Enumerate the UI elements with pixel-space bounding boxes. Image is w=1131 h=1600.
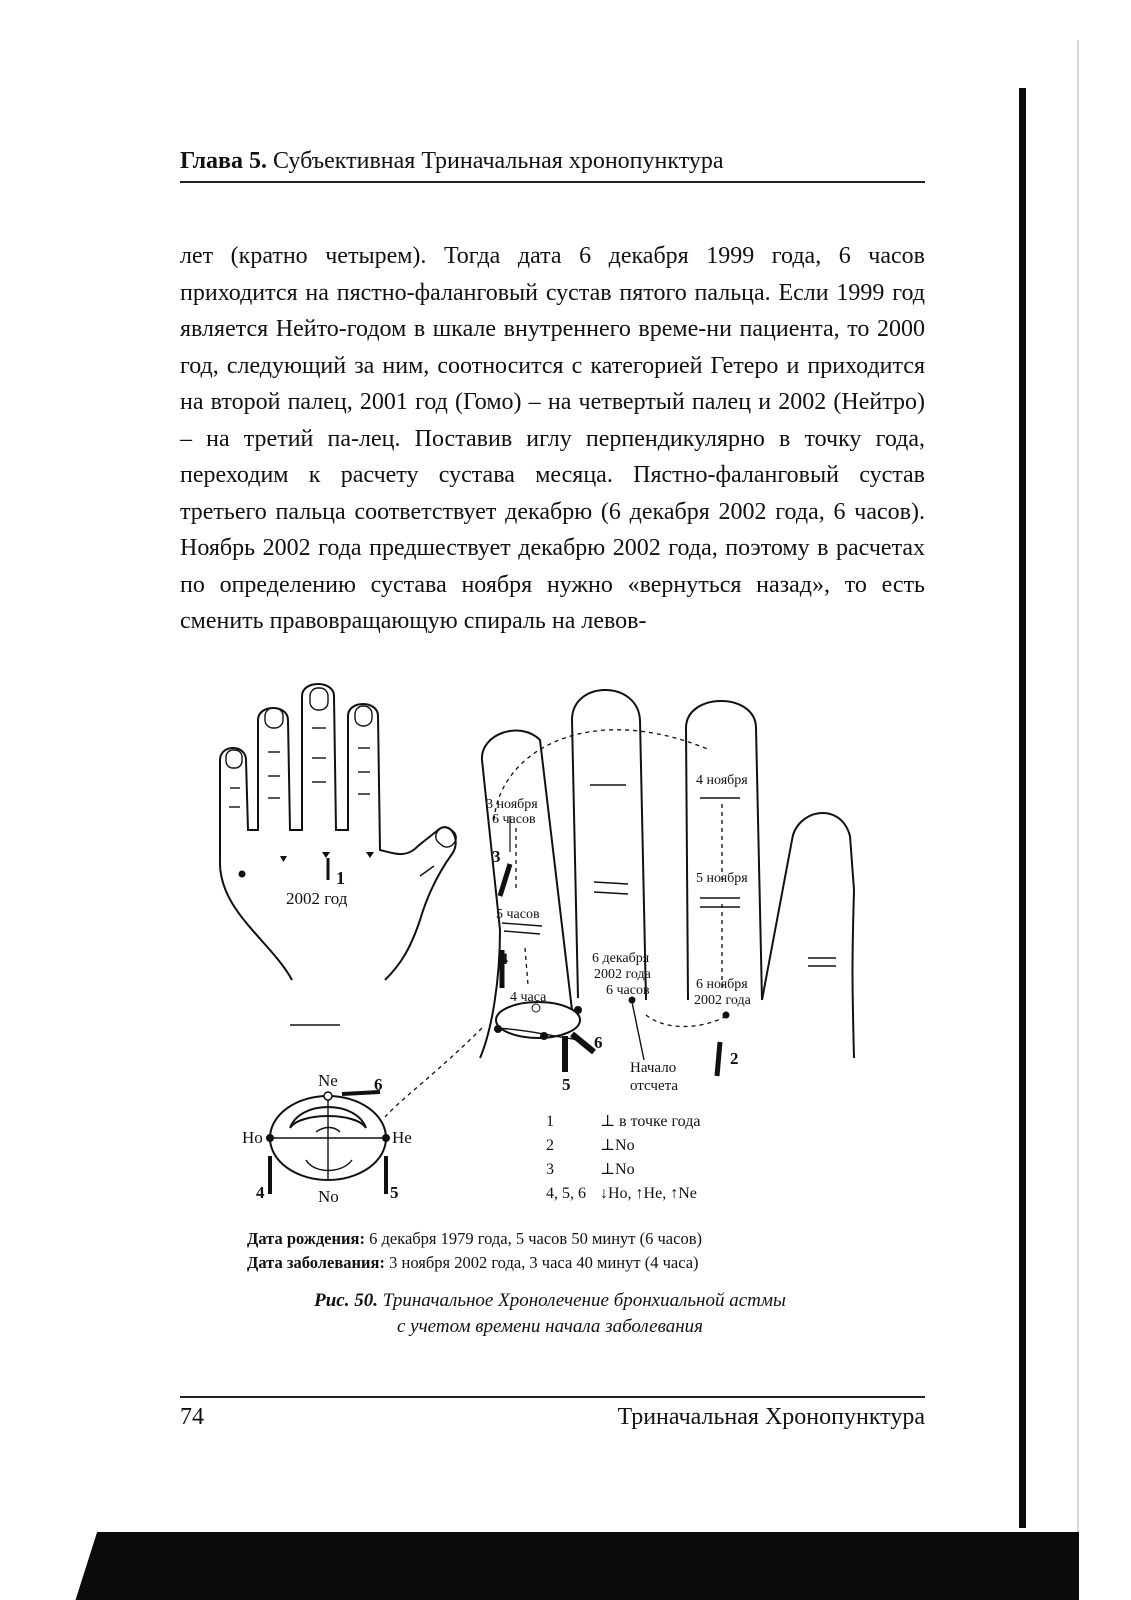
needle-3-number: 3 <box>492 847 501 866</box>
year-needle-number: 1 <box>336 868 345 888</box>
circle-needle-6: 6 <box>374 1075 383 1094</box>
legend-text-4: ↓Ho, ↑He, ↑Ne <box>600 1185 697 1202</box>
needle-2-number: 2 <box>730 1049 739 1068</box>
page-edge-line <box>1077 40 1079 1555</box>
dec6-label-line1: 6 декабря <box>592 951 650 966</box>
birth-date-label: Дата рождения: <box>247 1229 365 1248</box>
dec6-label-line3: 6 часов <box>606 983 650 998</box>
scan-bottom-shadow <box>0 1532 1079 1600</box>
running-header <box>180 146 925 176</box>
scan-margin-bar <box>1019 88 1026 1528</box>
needle-4-number: 4 <box>500 951 508 968</box>
legend-num-3: 3 <box>546 1161 554 1178</box>
illness-date-value: 3 ноября 2002 года, 3 часа 40 минут (4 часа) <box>384 1253 699 1272</box>
needle-5-number: 5 <box>562 1075 571 1094</box>
hours5-label: 5 часов <box>496 907 540 922</box>
left-hand-drawing <box>220 684 460 1025</box>
nov3-label-line1: 3 ноября <box>486 797 538 812</box>
start-label-line2: отсчета <box>630 1078 678 1094</box>
needle-6-number: 6 <box>594 1033 603 1052</box>
birth-date-line <box>247 1227 867 1251</box>
right-hand-drawing <box>385 690 854 1117</box>
hours4-label: 4 часа <box>510 990 547 1005</box>
nov3-label-line2: 6 часов <box>492 812 536 827</box>
circle-ho-label: Ho <box>242 1128 263 1147</box>
figure-caption-line2: с учетом времени начала заболевания <box>397 1316 703 1337</box>
header-rule <box>180 181 925 183</box>
legend-text-3: ⊥No <box>600 1161 635 1178</box>
illness-date-label: Дата заболевания: <box>247 1253 385 1272</box>
legend-text-2: ⊥No <box>600 1137 635 1154</box>
needle-legend <box>546 1113 700 1202</box>
legend-num-2: 2 <box>546 1137 554 1154</box>
circle-needle-5: 5 <box>390 1183 399 1202</box>
figure-caption-line1: Триначальное Хронолечение бронхиальной астмы <box>377 1290 786 1311</box>
legend-num-1: 1 <box>546 1113 554 1130</box>
body-paragraph: лет (кратно четырем). Тогда дата 6 декабря 1999 года, 6 часов приходится на пястно-фаланговый сустав пятого пальца. Если 1999 год является Нейто-годом в шкале внутреннего време-ни пациента, то 2000 год, следующий за ним, соотносится с категорией Гетеро и приходится на второй палец, 2001 год (Гомо) – на четвертый палец и 2002 (Нейтро) – на третий па-лец. Поставив иглу перпендикулярно в точку года, переходим к расчету сустава месяца. Пястно-фаланговый сустав третьего пальца соответствует декабрю (6 декабря 2002 года, 6 часов). Ноябрь 2002 года предшествует декабрю 2002 года, поэтому в расчетах по определению сустава ноября нужно «вернуться назад», то есть сменить правовращающую спираль на левов- <box>180 243 925 634</box>
circle-needle-4: 4 <box>256 1183 265 1202</box>
figure-caption-label: Рис. 50. <box>314 1290 378 1311</box>
year-label: 2002 год <box>286 889 348 908</box>
legend-num-4: 4, 5, 6 <box>546 1185 586 1202</box>
dec6-label-line2: 2002 года <box>594 967 651 982</box>
circle-he-label: He <box>392 1128 412 1147</box>
start-label-line1: Начало <box>630 1060 677 1076</box>
footer-rule <box>180 1396 925 1398</box>
chapter-title: Субъективная Триначальная хронопунктура <box>273 148 724 174</box>
legend-text-1: ⊥ в точке года <box>600 1113 701 1130</box>
nov6-label-line1: 6 ноября <box>696 977 748 992</box>
circle-no-label: No <box>318 1187 339 1206</box>
birth-date-value: 6 декабря 1979 года, 5 часов 50 минут (6 часов) <box>364 1229 702 1248</box>
illness-date-line <box>247 1251 867 1275</box>
figure-50-diagram <box>200 680 940 1220</box>
figure-caption <box>200 1288 900 1340</box>
categories-circle-diagram <box>242 1071 412 1206</box>
nov5-label: 5 ноября <box>696 871 748 886</box>
nov4-label: 4 ноября <box>696 773 748 788</box>
nov6-label-line2: 2002 года <box>694 993 751 1008</box>
chapter-label: Глава 5. <box>180 148 267 174</box>
footer-book-title: Триначальная Хронопунктура <box>617 1404 925 1430</box>
page-number: 74 <box>180 1404 204 1430</box>
patient-dates <box>247 1227 867 1275</box>
circle-ne-label: Ne <box>318 1071 338 1090</box>
